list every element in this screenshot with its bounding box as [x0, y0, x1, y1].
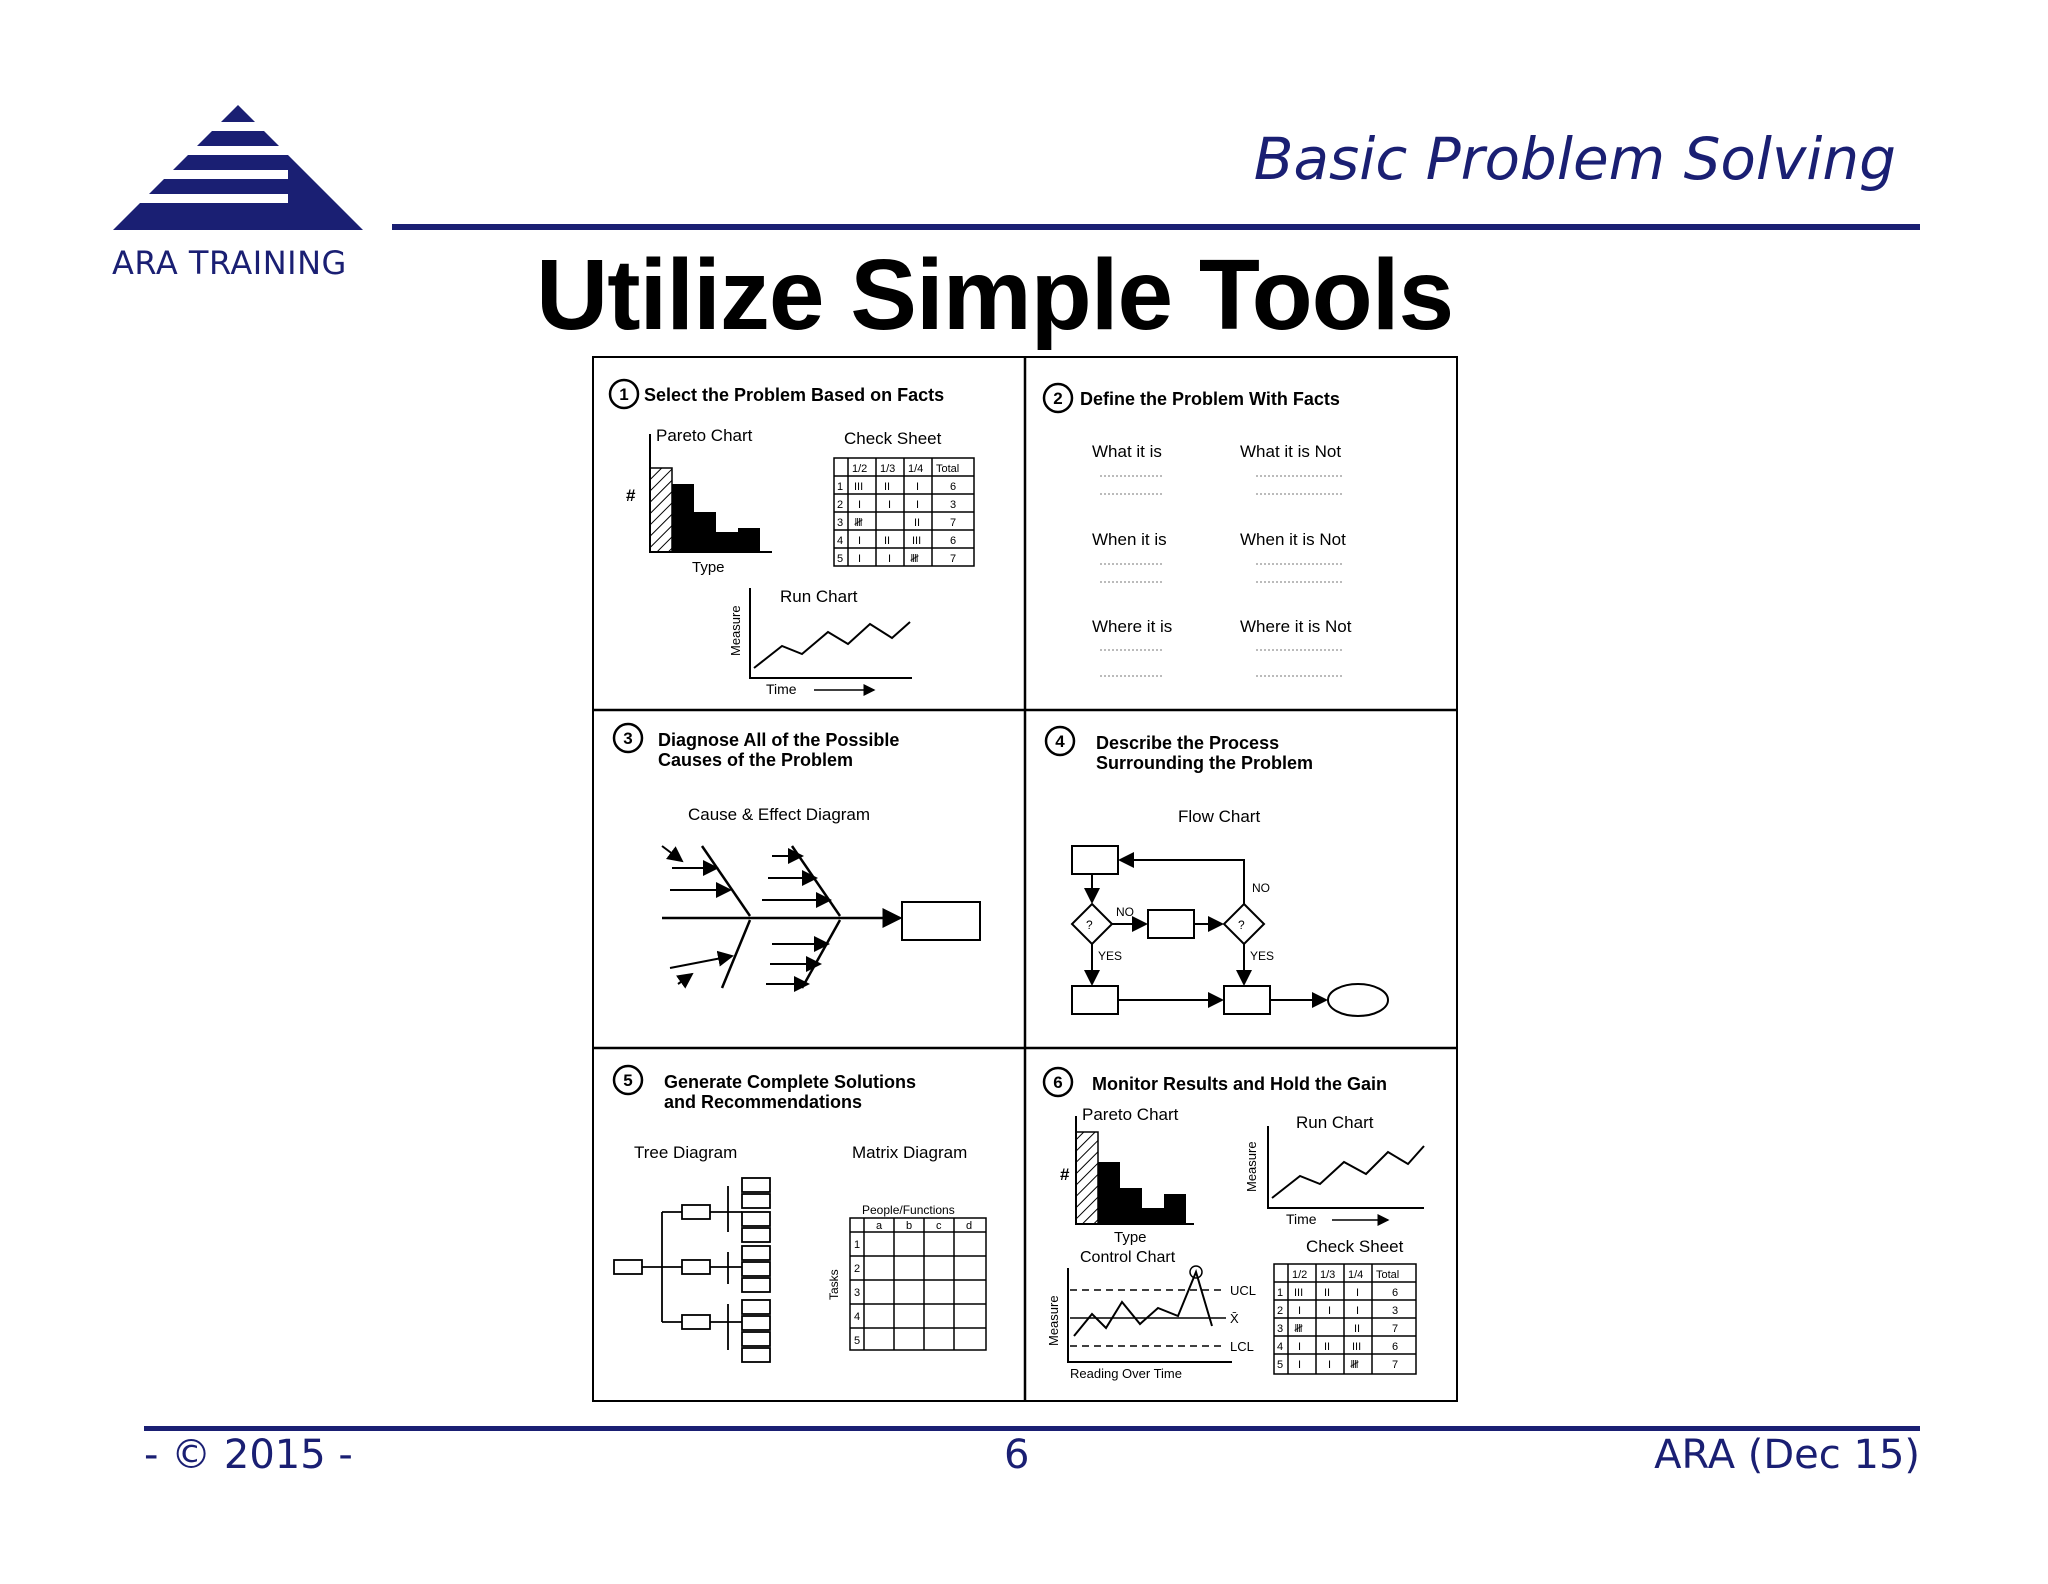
flow-no-label: NO	[1252, 881, 1270, 895]
panel-4-title-1: Describe the Process	[1096, 733, 1280, 753]
check2-cell: I	[1298, 1341, 1302, 1353]
check-cell: I	[858, 553, 862, 565]
tree-diagram-label: Tree Diagram	[634, 1143, 738, 1162]
page-title: Utilize Simple Tools	[536, 239, 1454, 351]
check-cell: II	[884, 481, 891, 493]
check2-cell: I	[1328, 1305, 1332, 1317]
check-cell: II	[884, 535, 891, 547]
panel-3-title-2: Causes of the Problem	[658, 750, 854, 770]
header-title: Basic Problem Solving	[1253, 125, 1896, 193]
panel-5-number: 5	[623, 1071, 633, 1090]
check2-cell: II	[1354, 1323, 1361, 1335]
what-it-is-not-label: What it is Not	[1240, 442, 1342, 461]
check-cell: I	[916, 499, 920, 511]
pareto-label: Pareto Chart	[656, 426, 753, 445]
matrix-col: d	[966, 1220, 973, 1232]
decision-q: ?	[1238, 918, 1245, 932]
check2-cell: 𝍸	[1350, 1359, 1359, 1371]
check2-cell: 1	[1277, 1287, 1284, 1299]
check-cell: 2	[837, 499, 844, 511]
check2-cell: II	[1324, 1341, 1331, 1353]
what-it-is-label: What it is	[1092, 442, 1162, 461]
pareto2-axis-hash: #	[1060, 1165, 1070, 1184]
check-cell: 6	[950, 535, 957, 547]
check-header: 1/3	[880, 463, 896, 475]
pareto2-label: Pareto Chart	[1082, 1105, 1179, 1124]
check2-header: 1/2	[1292, 1269, 1308, 1281]
panel-6-number: 6	[1053, 1073, 1063, 1092]
check-cell: 𝍸	[910, 553, 919, 565]
matrix-side-label: Tasks	[827, 1269, 841, 1300]
check-cell: 4	[837, 535, 844, 547]
panel-2-number: 2	[1053, 389, 1063, 408]
panel-4-number: 4	[1055, 732, 1065, 751]
header-divider	[392, 224, 1920, 230]
check2-label: Check Sheet	[1306, 1237, 1404, 1256]
check2-cell: I	[1298, 1305, 1302, 1317]
check2-cell: 6	[1392, 1341, 1399, 1353]
check2-header: 1/4	[1348, 1269, 1364, 1281]
check-cell: III	[912, 535, 922, 547]
check-header: Total	[936, 463, 960, 475]
footer-divider	[144, 1426, 1920, 1431]
run2-label: Run Chart	[1296, 1113, 1374, 1132]
check2-cell: 2	[1277, 1305, 1284, 1317]
decision-q: ?	[1086, 918, 1093, 932]
check-cell: I	[916, 481, 920, 493]
check-header: 1/4	[908, 463, 924, 475]
check-cell: 7	[950, 553, 957, 565]
panel-1-title: Select the Problem Based on Facts	[644, 385, 945, 405]
where-it-is-label: Where it is	[1092, 617, 1173, 636]
check-cell: 3	[837, 517, 844, 529]
panel-4-title-2: Surrounding the Problem	[1096, 753, 1314, 773]
matrix-row: 4	[854, 1311, 861, 1323]
check-cell: II	[914, 517, 921, 529]
panel-3-number: 3	[623, 729, 633, 748]
panel-3-title-1: Diagnose All of the Possible	[658, 730, 900, 750]
check2-header: Total	[1376, 1269, 1400, 1281]
check-cell: 6	[950, 481, 957, 493]
check-cell: 7	[950, 517, 957, 529]
check-cell: I	[858, 535, 862, 547]
check-cell: 𝍸	[854, 517, 863, 529]
pareto-axis-hash: #	[626, 486, 636, 505]
matrix-col: a	[876, 1220, 883, 1232]
check2-cell: I	[1356, 1287, 1360, 1299]
reading-label: Reading Over Time	[1070, 1366, 1182, 1381]
matrix-row: 5	[854, 1335, 861, 1347]
footer-date: ARA (Dec 15)	[1654, 1432, 1920, 1478]
matrix-row: 3	[854, 1287, 861, 1299]
check-header: 1/2	[852, 463, 868, 475]
when-it-is-not-label: When it is Not	[1240, 530, 1346, 549]
check-sheet-label: Check Sheet	[844, 429, 942, 448]
check2-cell: III	[1352, 1341, 1362, 1353]
check-cell: I	[888, 553, 892, 565]
tools-figure	[592, 356, 1458, 1402]
check2-cell: 7	[1392, 1323, 1399, 1335]
ucl-label: UCL	[1230, 1283, 1257, 1298]
check2-cell: III	[1294, 1287, 1304, 1299]
check2-cell: 6	[1392, 1287, 1399, 1299]
matrix-diagram-label: Matrix Diagram	[852, 1143, 968, 1162]
check2-cell: 3	[1277, 1323, 1284, 1335]
check2-cell: 4	[1277, 1341, 1284, 1353]
flow-no-label: NO	[1116, 905, 1134, 919]
measure3-label: Measure	[1046, 1295, 1061, 1346]
footer-page-number: 6	[1004, 1432, 1030, 1478]
panel-2-title: Define the Problem With Facts	[1080, 389, 1340, 409]
panel-1-number: 1	[619, 385, 629, 404]
check2-cell: II	[1324, 1287, 1331, 1299]
flow-chart-label: Flow Chart	[1178, 807, 1261, 826]
matrix-row: 2	[854, 1263, 861, 1275]
check2-cell: I	[1328, 1359, 1332, 1371]
check2-cell: 7	[1392, 1359, 1399, 1371]
pareto2-type-label: Type	[1114, 1229, 1147, 1246]
panel-5-title-1: Generate Complete Solutions	[664, 1072, 917, 1092]
check-cell: I	[858, 499, 862, 511]
measure2-label: Measure	[1244, 1141, 1259, 1192]
flow-yes-label: YES	[1098, 949, 1123, 963]
check-cell: 3	[950, 499, 957, 511]
matrix-col: c	[936, 1220, 942, 1232]
check-cell: I	[888, 499, 892, 511]
matrix-header: People/Functions	[862, 1203, 955, 1217]
check2-cell: 𝍸	[1294, 1323, 1303, 1335]
panel-5-title-2: and Recommendations	[664, 1092, 863, 1112]
time2-label: Time	[1286, 1211, 1317, 1227]
matrix-row: 1	[854, 1239, 861, 1251]
when-it-is-label: When it is	[1092, 530, 1167, 549]
logo-text: ARA TRAINING	[112, 244, 347, 282]
check2-cell: I	[1298, 1359, 1302, 1371]
run-chart-label: Run Chart	[780, 587, 858, 606]
panel-6-title: Monitor Results and Hold the Gain	[1092, 1074, 1388, 1094]
control-chart-label: Control Chart	[1080, 1249, 1176, 1266]
check2-cell: I	[1356, 1305, 1360, 1317]
check2-cell: 5	[1277, 1359, 1284, 1371]
lcl-label: LCL	[1230, 1339, 1254, 1354]
cause-effect-label: Cause & Effect Diagram	[688, 805, 871, 824]
matrix-col: b	[906, 1220, 913, 1232]
xbar-label: X̄	[1230, 1311, 1239, 1326]
check-cell: 1	[837, 481, 844, 493]
measure-label: Measure	[728, 605, 743, 656]
where-it-is-not-label: Where it is Not	[1240, 617, 1352, 636]
check2-header: 1/3	[1320, 1269, 1336, 1281]
check2-cell: 3	[1392, 1305, 1399, 1317]
time-label: Time	[766, 681, 797, 697]
flow-yes-label: YES	[1250, 949, 1275, 963]
check-cell: 5	[837, 553, 844, 565]
footer-copyright: - © 2015 -	[144, 1432, 353, 1478]
check-cell: III	[854, 481, 864, 493]
pareto-type-label: Type	[692, 559, 725, 576]
